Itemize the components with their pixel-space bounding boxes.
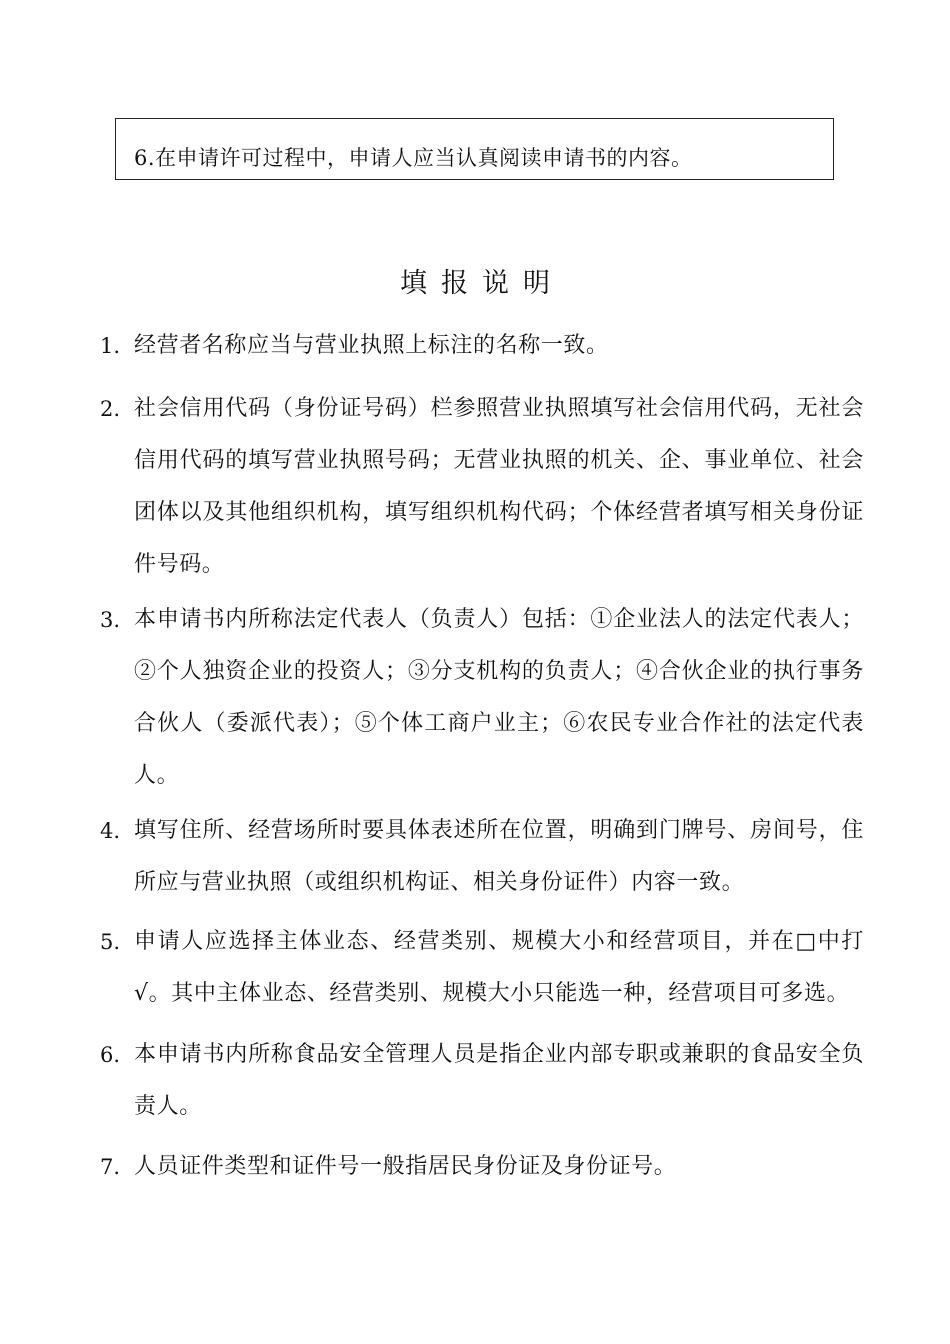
- instruction-number: 7.: [100, 1155, 121, 1179]
- instruction-number: 3.: [100, 608, 121, 632]
- notice-text: 6.在申请许可过程中，申请人应当认真阅读申请书的内容。: [134, 146, 693, 170]
- instruction-number: 6.: [100, 1043, 121, 1067]
- instruction-text: 填写住所、经营场所时要具体表述所在位置，明确到门牌号、房间号，住所应与营业执照（或组织机构证、相关身份证件）内容一致。: [134, 818, 864, 895]
- notice-box: [115, 118, 834, 180]
- instruction-number: 5.: [100, 930, 121, 954]
- instruction-text: 本申请书内所称食品安全管理人员是指企业内部专职或兼职的食品安全负责人。: [134, 1042, 864, 1119]
- instruction-text: 本申请书内所称法定代表人（负责人）包括：①企业法人的法定代表人；②个人独资企业的投资人；③分支机构的负责人；④合伙企业的执行事务合伙人（委派代表）；⑤个体工商户业主；⑥农民专业合作社的法定代表人。: [134, 607, 864, 788]
- page-title: 填报说明: [400, 268, 564, 299]
- instruction-number: 2.: [100, 397, 121, 421]
- instruction-text: 社会信用代码（身份证号码）栏参照营业执照填写社会信用代码，无社会信用代码的填写营业执照号码；无营业执照的机关、企、事业单位、社会团体以及其他组织机构，填写组织机构代码；个体经营者填写相关身份证件号码。: [134, 396, 864, 577]
- instruction-number: 1.: [100, 334, 121, 358]
- instruction-text: 经营者名称应当与营业执照上标注的名称一致。: [134, 333, 609, 358]
- instruction-text: 人员证件类型和证件号一般指居民身份证及身份证号。: [134, 1154, 677, 1179]
- instruction-text: 申请人应选择主体业态、经营类别、规模大小和经营项目，并在□中打√。其中主体业态、经营类别、规模大小只能选一种，经营项目可多选。: [134, 929, 864, 1006]
- instruction-number: 4.: [100, 819, 121, 843]
